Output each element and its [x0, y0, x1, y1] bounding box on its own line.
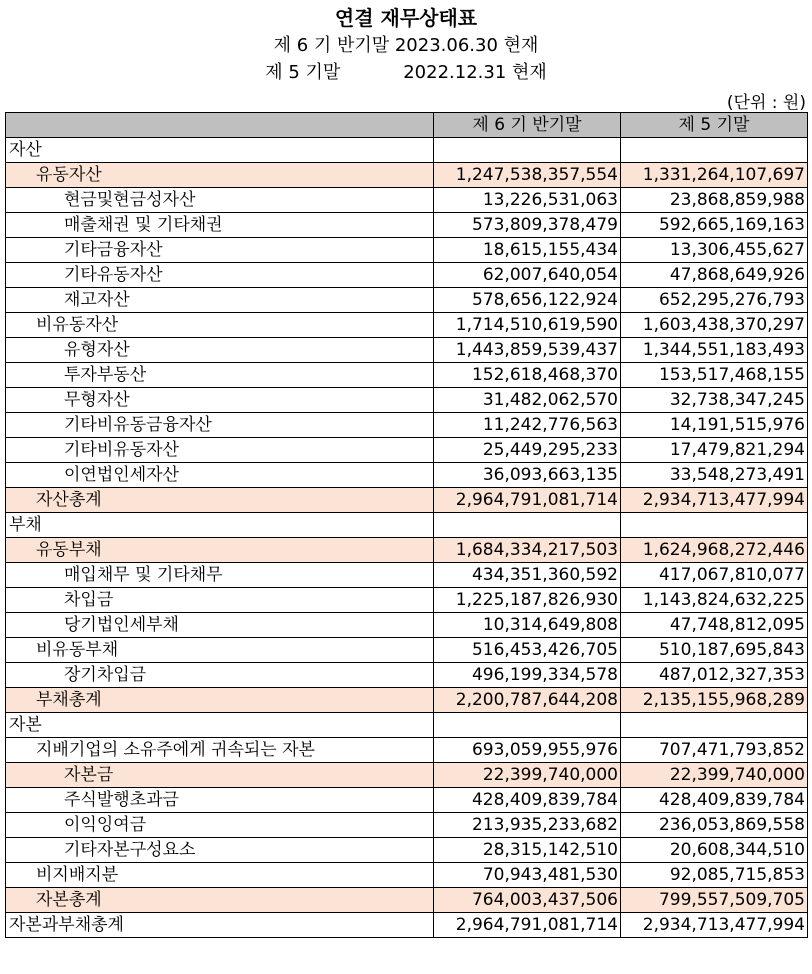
table-row [6, 538, 808, 563]
previous-period-value: 14,191,515,976 [621, 413, 808, 438]
account-label: 이익잉여금 [6, 813, 434, 838]
account-label: 매출채권 및 기타채권 [6, 213, 434, 238]
current-period-value: 2,964,791,081,714 [434, 913, 621, 938]
current-period-value: 25,449,295,233 [434, 438, 621, 463]
unit-label: (단위 : 원) [726, 93, 806, 113]
previous-period-value: 1,143,824,632,225 [621, 588, 808, 613]
account-label: 자본과부채총계 [6, 913, 434, 938]
previous-period-value [621, 138, 808, 163]
previous-period-value: 47,868,649,926 [621, 263, 808, 288]
previous-period-value: 592,665,169,163 [621, 213, 808, 238]
account-label: 재고자산 [6, 288, 434, 313]
previous-period-value: 1,603,438,370,297 [621, 313, 808, 338]
previous-period-value: 1,344,551,183,493 [621, 338, 808, 363]
previous-period-value [621, 713, 808, 738]
period-current-line: 제 6 기 반기말 2023.06.30 현재 [273, 35, 539, 56]
previous-period-value: 487,012,327,353 [621, 663, 808, 688]
previous-period-value: 32,738,347,245 [621, 388, 808, 413]
table-row [6, 688, 808, 713]
current-period-value: 22,399,740,000 [434, 763, 621, 788]
account-label: 자본총계 [6, 888, 434, 913]
previous-period-value: 2,934,713,477,994 [621, 913, 808, 938]
current-period-value: 36,093,663,135 [434, 463, 621, 488]
table-row [6, 438, 808, 463]
current-period-value: 70,943,481,530 [434, 863, 621, 888]
account-label: 자산 [6, 138, 434, 163]
table-row [6, 363, 808, 388]
table-row [6, 888, 808, 913]
account-label: 기타자본구성요소 [6, 838, 434, 863]
previous-period-value: 13,306,455,627 [621, 238, 808, 263]
current-period-value: 578,656,122,924 [434, 288, 621, 313]
account-label: 무형자산 [6, 388, 434, 413]
balance-sheet-table [5, 112, 808, 938]
table-row [6, 913, 808, 938]
current-period-value: 10,314,649,808 [434, 613, 621, 638]
current-period-value: 516,453,426,705 [434, 638, 621, 663]
current-period-value: 428,409,839,784 [434, 788, 621, 813]
current-period-value: 28,315,142,510 [434, 838, 621, 863]
current-period-value: 434,351,360,592 [434, 563, 621, 588]
current-period-value: 1,684,334,217,503 [434, 538, 621, 563]
previous-period-value: 153,517,468,155 [621, 363, 808, 388]
table-row [6, 263, 808, 288]
previous-period-value: 17,479,821,294 [621, 438, 808, 463]
table-row [6, 488, 808, 513]
table-row [6, 663, 808, 688]
table-row [6, 863, 808, 888]
table-row [6, 638, 808, 663]
table-row [6, 163, 808, 188]
table-row [6, 138, 808, 163]
account-label: 이연법인세자산 [6, 463, 434, 488]
current-period-value: 1,225,187,826,930 [434, 588, 621, 613]
previous-period-value: 23,868,859,988 [621, 188, 808, 213]
table-row [6, 513, 808, 538]
table-row [6, 413, 808, 438]
current-period-value: 1,247,538,357,554 [434, 163, 621, 188]
current-period-value: 2,964,791,081,714 [434, 488, 621, 513]
table-row [6, 388, 808, 413]
account-label: 현금및현금성자산 [6, 188, 434, 213]
previous-period-value: 652,295,276,793 [621, 288, 808, 313]
current-period-value [434, 713, 621, 738]
table-row [6, 738, 808, 763]
account-label: 차입금 [6, 588, 434, 613]
current-period-value: 1,443,859,539,437 [434, 338, 621, 363]
previous-period-value: 236,053,869,558 [621, 813, 808, 838]
current-period-value [434, 138, 621, 163]
account-label: 비지배지분 [6, 863, 434, 888]
account-label: 기타금융자산 [6, 238, 434, 263]
table-row [6, 338, 808, 363]
table-row [6, 563, 808, 588]
table-row [6, 788, 808, 813]
account-label: 비유동부채 [6, 638, 434, 663]
account-label: 유형자산 [6, 338, 434, 363]
table-row [6, 588, 808, 613]
previous-period-value: 2,135,155,968,289 [621, 688, 808, 713]
current-period-value: 213,935,233,682 [434, 813, 621, 838]
previous-period-value: 22,399,740,000 [621, 763, 808, 788]
current-period-value: 18,615,155,434 [434, 238, 621, 263]
previous-period-value: 510,187,695,843 [621, 638, 808, 663]
previous-period-value: 47,748,812,095 [621, 613, 808, 638]
account-label: 유동자산 [6, 163, 434, 188]
account-label: 기타비유동자산 [6, 438, 434, 463]
previous-period-value: 2,934,713,477,994 [621, 488, 808, 513]
current-period-value: 1,714,510,619,590 [434, 313, 621, 338]
current-period-value: 693,059,955,976 [434, 738, 621, 763]
previous-period-value: 417,067,810,077 [621, 563, 808, 588]
account-label: 투자부동산 [6, 363, 434, 388]
current-period-value: 11,242,776,563 [434, 413, 621, 438]
current-period-value: 13,226,531,063 [434, 188, 621, 213]
previous-period-value [621, 513, 808, 538]
current-period-value: 496,199,334,578 [434, 663, 621, 688]
account-label: 주식발행초과금 [6, 788, 434, 813]
table-row [6, 838, 808, 863]
table-row [6, 463, 808, 488]
header-previous-period: 제 5 기말 [621, 113, 808, 138]
account-label: 부채 [6, 513, 434, 538]
table-row [6, 288, 808, 313]
table-row [6, 188, 808, 213]
previous-period-value: 33,548,273,491 [621, 463, 808, 488]
account-label: 당기법인세부채 [6, 613, 434, 638]
current-period-value: 152,618,468,370 [434, 363, 621, 388]
account-label: 기타유동자산 [6, 263, 434, 288]
header-current-period: 제 6 기 반기말 [434, 113, 621, 138]
current-period-value: 2,200,787,644,208 [434, 688, 621, 713]
account-label: 지배기업의 소유주에게 귀속되는 자본 [6, 738, 434, 763]
current-period-value [434, 513, 621, 538]
account-label: 자산총계 [6, 488, 434, 513]
table-row [6, 813, 808, 838]
account-label: 매입채무 및 기타채무 [6, 563, 434, 588]
header-account [6, 113, 434, 138]
table-row [6, 613, 808, 638]
account-label: 자본금 [6, 763, 434, 788]
account-label: 자본 [6, 713, 434, 738]
table-row [6, 713, 808, 738]
previous-period-value: 1,624,968,272,446 [621, 538, 808, 563]
previous-period-value: 428,409,839,784 [621, 788, 808, 813]
previous-period-value: 799,557,509,705 [621, 888, 808, 913]
current-period-value: 764,003,437,506 [434, 888, 621, 913]
table-row [6, 238, 808, 263]
statement-title: 연결 재무상태표 [334, 6, 478, 30]
account-label: 유동부채 [6, 538, 434, 563]
table-header-row [6, 113, 808, 138]
account-label: 기타비유동금융자산 [6, 413, 434, 438]
account-label: 비유동자산 [6, 313, 434, 338]
table-row [6, 213, 808, 238]
period-previous-line: 제 5 기말 2022.12.31 현재 [265, 62, 547, 83]
current-period-value: 573,809,378,479 [434, 213, 621, 238]
table-row [6, 763, 808, 788]
previous-period-value: 20,608,344,510 [621, 838, 808, 863]
previous-period-value: 92,085,715,853 [621, 863, 808, 888]
current-period-value: 31,482,062,570 [434, 388, 621, 413]
previous-period-value: 707,471,793,852 [621, 738, 808, 763]
table-row [6, 313, 808, 338]
account-label: 부채총계 [6, 688, 434, 713]
table-body [6, 138, 808, 938]
account-label: 장기차입금 [6, 663, 434, 688]
previous-period-value: 1,331,264,107,697 [621, 163, 808, 188]
current-period-value: 62,007,640,054 [434, 263, 621, 288]
